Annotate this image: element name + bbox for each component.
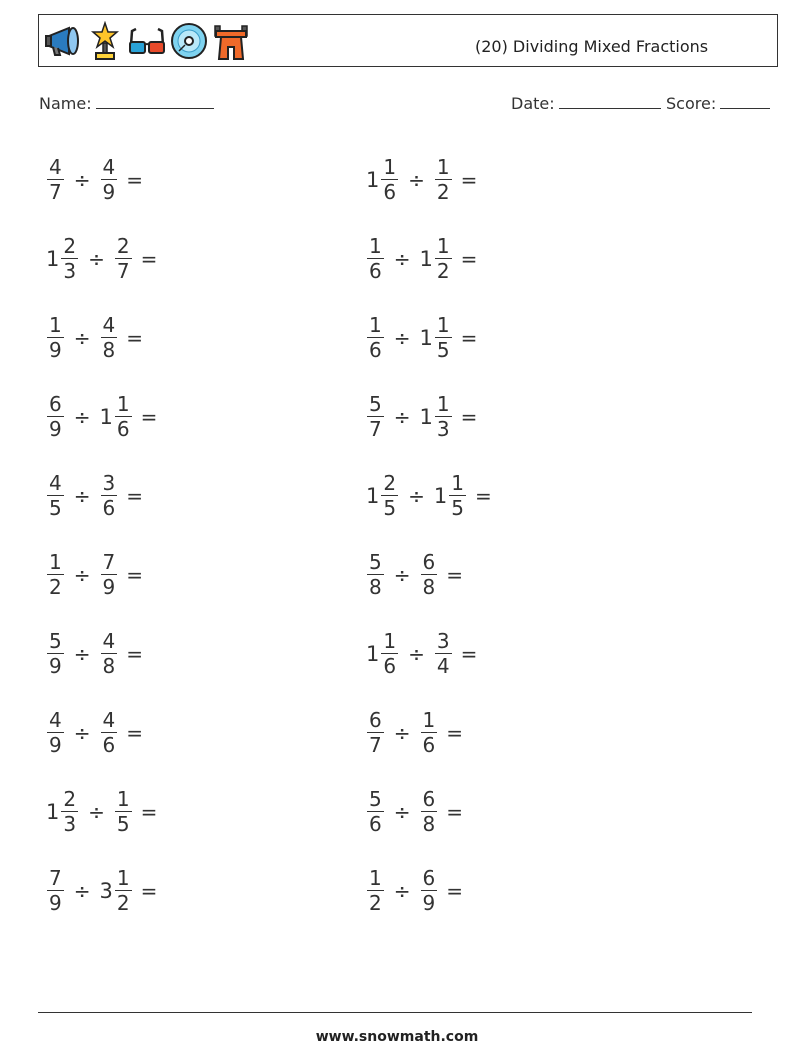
- divide-sign: ÷: [73, 167, 91, 192]
- mixed-number: [366, 234, 385, 284]
- footer-divider: [38, 1012, 752, 1013]
- divide-sign: ÷: [393, 878, 411, 903]
- numerator: 5: [369, 786, 382, 811]
- mixed-number: [46, 550, 65, 600]
- numerator: 4: [49, 707, 62, 732]
- divide-sign: ÷: [73, 878, 91, 903]
- fraction: [47, 866, 64, 916]
- date-blank: [559, 94, 661, 109]
- castle-gate-icon: [211, 21, 251, 61]
- mixed-number: [100, 629, 119, 679]
- megaphone-icon: [43, 21, 83, 61]
- fraction: [367, 708, 384, 758]
- denominator: 3: [63, 259, 77, 284]
- numerator: 1: [436, 233, 450, 258]
- problem-item: [366, 298, 686, 377]
- fraction: [381, 155, 398, 205]
- denominator: 9: [49, 891, 62, 916]
- numerator: 1: [49, 312, 62, 337]
- numerator: 5: [369, 391, 382, 416]
- equals-sign: =: [140, 878, 158, 903]
- fraction: [367, 392, 384, 442]
- equals-sign: =: [446, 878, 463, 903]
- mixed-number: [46, 155, 65, 205]
- problem-item: [46, 851, 366, 930]
- mixed-number: [366, 866, 385, 916]
- numerator: 1: [369, 865, 382, 890]
- fraction: [435, 155, 452, 205]
- fraction: [101, 629, 118, 679]
- problem-item: [366, 772, 686, 851]
- problem-item: [366, 693, 686, 772]
- fraction: [115, 392, 132, 442]
- fraction: [101, 471, 118, 521]
- divide-sign: ÷: [408, 167, 425, 192]
- denominator: 9: [49, 654, 62, 679]
- denominator: 6: [422, 733, 436, 758]
- divide-sign: ÷: [88, 246, 105, 271]
- numerator: 4: [49, 470, 62, 495]
- mixed-number: [420, 234, 453, 284]
- denominator: 8: [422, 575, 436, 600]
- mixed-number: [434, 155, 453, 205]
- problem-item: [366, 456, 686, 535]
- mixed-number: [46, 234, 79, 284]
- divide-sign: ÷: [73, 720, 91, 745]
- name-field: [39, 94, 214, 113]
- equals-sign: =: [460, 325, 478, 350]
- numerator: 4: [49, 154, 62, 179]
- denominator: 7: [116, 259, 130, 284]
- divide-sign: ÷: [393, 404, 411, 429]
- divide-sign: ÷: [73, 641, 91, 666]
- name-blank: [96, 94, 214, 109]
- denominator: 8: [102, 654, 116, 679]
- mixed-number: [366, 629, 399, 679]
- problem-item: [46, 298, 366, 377]
- fraction: [449, 471, 466, 521]
- denominator: 5: [116, 812, 130, 837]
- divide-sign: ÷: [73, 562, 91, 587]
- mixed-number: [366, 471, 399, 521]
- mixed-number: [420, 708, 439, 758]
- denominator: 6: [102, 733, 116, 758]
- trophy-icon: [85, 21, 125, 61]
- whole-part: 1: [99, 404, 113, 429]
- mixed-number: [46, 471, 65, 521]
- problem-item: [366, 140, 686, 219]
- problem-item: [46, 772, 366, 851]
- equals-sign: =: [460, 404, 478, 429]
- mixed-number: [100, 313, 119, 363]
- mixed-number: [46, 787, 79, 837]
- denominator: 6: [116, 417, 130, 442]
- mixed-number: [420, 866, 439, 916]
- mixed-number: [46, 313, 65, 363]
- problem-item: [46, 614, 366, 693]
- numerator: 3: [102, 470, 116, 495]
- numerator: 3: [436, 628, 450, 653]
- fraction: [435, 392, 452, 442]
- mixed-number: [434, 629, 453, 679]
- numerator: 1: [369, 233, 382, 258]
- denominator: 6: [102, 496, 116, 521]
- header-icons: [43, 21, 251, 61]
- mixed-number: [100, 392, 133, 442]
- fraction: [367, 313, 384, 363]
- numerator: 1: [436, 312, 450, 337]
- fraction: [381, 629, 398, 679]
- mixed-number: [420, 550, 439, 600]
- denominator: 7: [369, 417, 382, 442]
- denominator: 5: [436, 338, 450, 363]
- numerator: 4: [102, 154, 116, 179]
- footer-website: www.snowmath.com: [315, 1029, 479, 1045]
- whole-part: 1: [366, 167, 380, 192]
- score-field: [666, 94, 770, 113]
- whole-part: 3: [99, 878, 113, 903]
- denominator: 2: [436, 180, 450, 205]
- whole-part: 1: [419, 246, 433, 271]
- denominator: 5: [49, 496, 62, 521]
- denominator: 2: [436, 259, 450, 284]
- fraction: [367, 787, 384, 837]
- numerator: 6: [422, 865, 436, 890]
- fraction: [47, 550, 64, 600]
- equals-sign: =: [446, 720, 463, 745]
- whole-part: 1: [46, 799, 60, 824]
- equals-sign: =: [474, 483, 492, 508]
- divide-sign: ÷: [393, 799, 411, 824]
- fraction: [421, 866, 438, 916]
- numerator: 1: [369, 312, 382, 337]
- 3d-glasses-icon: [127, 21, 167, 61]
- denominator: 3: [63, 812, 77, 837]
- denominator: 9: [49, 733, 62, 758]
- mixed-number: [366, 550, 385, 600]
- equals-sign: =: [126, 720, 143, 745]
- fraction: [101, 155, 118, 205]
- divide-sign: ÷: [88, 799, 105, 824]
- divide-sign: ÷: [393, 246, 411, 271]
- problem-item: [46, 377, 366, 456]
- whole-part: 1: [366, 483, 380, 508]
- numerator: 1: [451, 470, 464, 495]
- problem-item: [366, 614, 686, 693]
- numerator: 1: [436, 391, 450, 416]
- numerator: 6: [422, 549, 436, 574]
- equals-sign: =: [140, 404, 158, 429]
- numerator: 1: [49, 549, 62, 574]
- score-label: Score:: [666, 94, 717, 113]
- divide-sign: ÷: [73, 325, 91, 350]
- problem-item: [366, 851, 686, 930]
- numerator: 1: [116, 391, 130, 416]
- numerator: 1: [116, 786, 130, 811]
- divide-sign: ÷: [393, 720, 411, 745]
- mixed-number: [366, 155, 399, 205]
- denominator: 6: [383, 180, 397, 205]
- worksheet-title: (20) Dividing Mixed Fractions: [475, 37, 709, 56]
- denominator: 4: [436, 654, 450, 679]
- mixed-number: [46, 629, 65, 679]
- equals-sign: =: [446, 799, 463, 824]
- divide-sign: ÷: [73, 483, 91, 508]
- mixed-number: [420, 313, 453, 363]
- mixed-number: [46, 392, 65, 442]
- numerator: 1: [383, 154, 397, 179]
- equals-sign: =: [460, 246, 478, 271]
- cd-disc-icon: [169, 21, 209, 61]
- numerator: 1: [116, 865, 130, 890]
- problem-item: [366, 535, 686, 614]
- fraction: [367, 550, 384, 600]
- problem-item: [46, 456, 366, 535]
- denominator: 3: [436, 417, 450, 442]
- mixed-number: [100, 471, 119, 521]
- problem-item: [46, 535, 366, 614]
- mixed-number: [434, 471, 467, 521]
- fraction: [61, 234, 78, 284]
- fraction: [435, 234, 452, 284]
- fraction: [61, 787, 78, 837]
- denominator: 8: [422, 812, 436, 837]
- numerator: 7: [102, 549, 116, 574]
- equals-sign: =: [446, 562, 463, 587]
- mixed-number: [366, 787, 385, 837]
- fraction: [435, 313, 452, 363]
- denominator: 9: [49, 417, 62, 442]
- numerator: 6: [49, 391, 62, 416]
- numerator: 4: [102, 707, 116, 732]
- mixed-number: [100, 550, 119, 600]
- worksheet-header: [38, 14, 778, 67]
- fraction: [421, 550, 438, 600]
- fraction: [435, 629, 452, 679]
- fraction: [381, 471, 398, 521]
- divide-sign: ÷: [408, 641, 425, 666]
- mixed-number: [420, 787, 439, 837]
- denominator: 8: [102, 338, 116, 363]
- fraction: [115, 787, 132, 837]
- divide-sign: ÷: [408, 483, 425, 508]
- mixed-number: [420, 392, 453, 442]
- equals-sign: =: [460, 167, 478, 192]
- numerator: 6: [369, 707, 382, 732]
- equals-sign: =: [140, 246, 158, 271]
- fraction: [421, 787, 438, 837]
- mixed-number: [100, 866, 133, 916]
- numerator: 5: [369, 549, 382, 574]
- mixed-number: [366, 313, 385, 363]
- fraction: [47, 629, 64, 679]
- numerator: 5: [49, 628, 62, 653]
- denominator: 2: [369, 891, 382, 916]
- denominator: 6: [369, 338, 382, 363]
- denominator: 9: [49, 338, 62, 363]
- fraction: [47, 471, 64, 521]
- denominator: 9: [102, 575, 116, 600]
- whole-part: 1: [366, 641, 380, 666]
- denominator: 7: [369, 733, 382, 758]
- whole-part: 1: [419, 404, 433, 429]
- date-field: [511, 94, 661, 113]
- whole-part: 1: [46, 246, 60, 271]
- divide-sign: ÷: [393, 325, 411, 350]
- denominator: 8: [369, 575, 382, 600]
- numerator: 7: [49, 865, 62, 890]
- problem-item: [366, 219, 686, 298]
- fraction: [47, 313, 64, 363]
- equals-sign: =: [126, 325, 143, 350]
- numerator: 4: [102, 628, 116, 653]
- fraction: [367, 234, 384, 284]
- denominator: 6: [369, 259, 382, 284]
- numerator: 6: [422, 786, 436, 811]
- denominator: 5: [451, 496, 464, 521]
- fraction: [367, 866, 384, 916]
- fraction: [101, 313, 118, 363]
- mixed-number: [46, 866, 65, 916]
- equals-sign: =: [126, 167, 143, 192]
- divide-sign: ÷: [393, 562, 411, 587]
- mixed-number: [366, 392, 385, 442]
- denominator: 5: [383, 496, 397, 521]
- mixed-number: [46, 708, 65, 758]
- problem-item: [366, 377, 686, 456]
- problem-grid: [46, 140, 726, 916]
- numerator: 4: [102, 312, 116, 337]
- numerator: 2: [63, 233, 77, 258]
- numerator: 1: [422, 707, 436, 732]
- fraction: [47, 155, 64, 205]
- problem-item: [46, 140, 366, 219]
- equals-sign: =: [126, 483, 143, 508]
- problem-item: [46, 219, 366, 298]
- numerator: 1: [436, 154, 450, 179]
- fraction: [47, 392, 64, 442]
- fraction: [115, 866, 132, 916]
- divide-sign: ÷: [73, 404, 91, 429]
- denominator: 9: [102, 180, 116, 205]
- numerator: 1: [383, 628, 397, 653]
- denominator: 9: [422, 891, 436, 916]
- fraction: [115, 234, 132, 284]
- numerator: 2: [63, 786, 77, 811]
- equals-sign: =: [126, 641, 143, 666]
- equals-sign: =: [140, 799, 158, 824]
- fraction: [421, 708, 438, 758]
- denominator: 7: [49, 180, 62, 205]
- denominator: 6: [369, 812, 382, 837]
- problem-item: [46, 693, 366, 772]
- whole-part: 1: [433, 483, 448, 508]
- fraction: [101, 550, 118, 600]
- mixed-number: [366, 708, 385, 758]
- fraction: [101, 708, 118, 758]
- mixed-number: [100, 708, 119, 758]
- fraction: [47, 708, 64, 758]
- denominator: 6: [383, 654, 397, 679]
- mixed-number: [114, 787, 133, 837]
- equals-sign: =: [460, 641, 478, 666]
- denominator: 2: [116, 891, 130, 916]
- name-label: Name:: [39, 94, 92, 113]
- numerator: 2: [116, 233, 130, 258]
- date-label: Date:: [511, 94, 555, 113]
- mixed-number: [100, 155, 119, 205]
- whole-part: 1: [419, 325, 433, 350]
- equals-sign: =: [126, 562, 143, 587]
- mixed-number: [114, 234, 133, 284]
- denominator: 2: [49, 575, 62, 600]
- numerator: 2: [383, 470, 397, 495]
- score-blank: [720, 94, 770, 109]
